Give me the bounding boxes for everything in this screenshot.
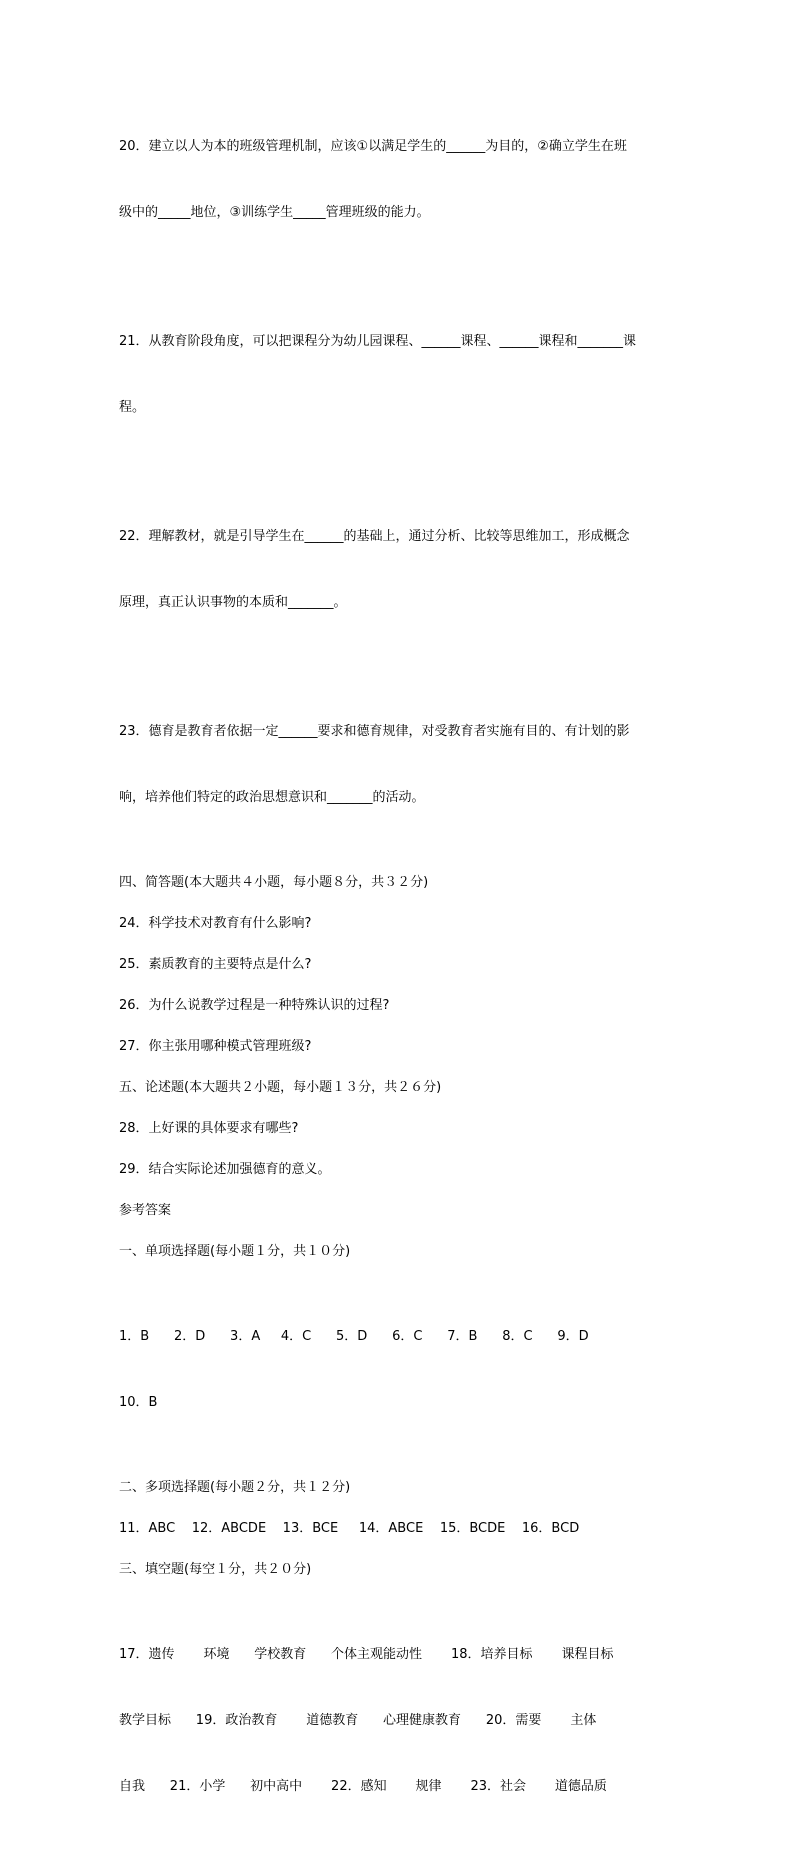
question-20-line-1: 20．建立以人为本的班级管理机制，应该①以满足学生的______为目的，②确立学生在班 bbox=[119, 139, 627, 154]
question-22-line-2: 原理，真正认识事物的本质和_______。 bbox=[119, 595, 347, 610]
question-22 bbox=[119, 482, 679, 658]
question-23-line-2: 响，培养他们特定的政治思想意识和_______的活动。 bbox=[119, 790, 425, 805]
question-29: 29．结合实际论述加强德育的意义。 bbox=[119, 1162, 331, 1177]
fill-blank-answers-line-3: 自我 21．小学 初中高中 22．感知 规律 23．社会 道德品质 bbox=[119, 1779, 607, 1794]
single-choice-heading: 一、单项选择题(每小题１分，共１０分) bbox=[119, 1244, 351, 1259]
single-choice-answers bbox=[119, 1282, 679, 1458]
question-20 bbox=[119, 92, 679, 268]
question-27: 27．你主张用哪种模式管理班级? bbox=[119, 1039, 312, 1054]
question-28: 28．上好课的具体要求有哪些? bbox=[119, 1121, 299, 1136]
answers-title: 参考答案 bbox=[119, 1203, 172, 1218]
multi-choice-answers: 11．ABC 12．ABCDE 13．BCE 14．ABCE 15．BCDE 16．BCD bbox=[119, 1521, 580, 1536]
question-21-line-1: 21．从教育阶段角度，可以把课程分为幼儿园课程、______课程、______课程和_______课 bbox=[119, 334, 637, 349]
section-4-heading: 四、简答题(本大题共４小题，每小题８分，共３２分) bbox=[119, 875, 429, 890]
question-24: 24．科学技术对教育有什么影响? bbox=[119, 916, 312, 931]
single-choice-answers-line-2: 10．B bbox=[119, 1395, 158, 1410]
question-21-line-2: 程。 bbox=[119, 400, 146, 415]
question-26: 26．为什么说教学过程是一种特殊认识的过程? bbox=[119, 998, 390, 1013]
multi-choice-heading: 二、多项选择题(每小题２分，共１２分) bbox=[119, 1480, 351, 1495]
fill-blank-answers bbox=[119, 1600, 679, 1842]
fill-blank-answers-line-2: 教学目标 19．政治教育 道德教育 心理健康教育 20．需要 主体 bbox=[119, 1713, 597, 1728]
fill-blank-heading: 三、填空题(每空１分，共２０分) bbox=[119, 1562, 312, 1577]
single-choice-answers-line-1: 1．B 2．D 3．A 4．C 5．D 6．C 7．B 8．C 9．D bbox=[119, 1329, 589, 1344]
question-23 bbox=[119, 677, 679, 853]
document-page bbox=[119, 92, 679, 1861]
question-22-line-1: 22．理解教材，就是引导学生在______的基础上，通过分析、比较等思维加工，形成概念 bbox=[119, 529, 630, 544]
question-21 bbox=[119, 287, 679, 463]
fill-blank-answers-line-1: 17．遗传 环境 学校教育 个体主观能动性 18．培养目标 课程目标 bbox=[119, 1647, 614, 1662]
question-25: 25．素质教育的主要特点是什么? bbox=[119, 957, 312, 972]
section-5-heading: 五、论述题(本大题共２小题，每小题１３分，共２６分) bbox=[119, 1080, 442, 1095]
question-23-line-1: 23．德育是教育者依据一定______要求和德育规律，对受教育者实施有目的、有计划的影 bbox=[119, 724, 630, 739]
question-20-line-2: 级中的_____地位，③训练学生_____管理班级的能力。 bbox=[119, 205, 430, 220]
